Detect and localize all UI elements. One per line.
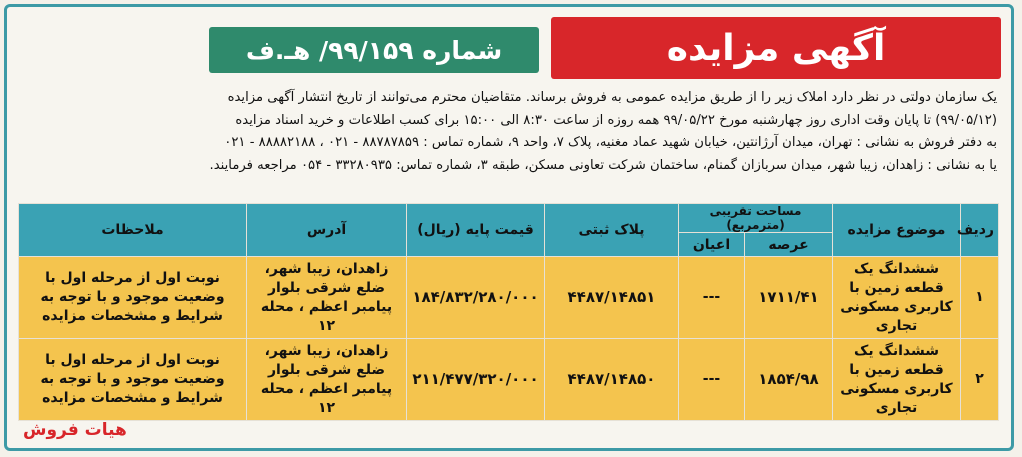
cell-subject: ششدانگ یک قطعه زمین با کاربری مسکونی تجاری — [833, 339, 961, 421]
advertisement-frame — [4, 4, 1014, 451]
header-land: عرصه — [745, 233, 833, 257]
intro-text — [21, 87, 997, 177]
cell-subject: ششدانگ یک قطعه زمین با کاربری مسکونی تجاری — [833, 257, 961, 339]
intro-line: به دفتر فروش به نشانی : تهران، میدان آرژانتین، خیابان شهید عماد مغنیه، پلاک ۷، واحد ۹، شماره تماس : ۸۸۷۸۷۸۵۹ - ۰۲۱ ، ۸۸۸۸۲۱۸۸ - ۰۲۱ — [224, 135, 997, 150]
cell-notes: نوبت اول از مرحله اول با وضعیت موجود و با توجه به شرایط و مشخصات مزایده — [19, 339, 247, 421]
cell-land-area: ۱۷۱۱/۴۱ — [745, 257, 833, 339]
ad-title: آگهی مزایده — [551, 17, 1001, 79]
cell-price: ۱۸۴/۸۳۲/۲۸۰/۰۰۰ — [407, 257, 545, 339]
table-row — [19, 339, 999, 421]
cell-address: زاهدان، زیبا شهر، ضلع شرقی بلوار پیامبر اعظم ، محله ۱۲ — [247, 257, 407, 339]
header-area-group: مساحت تقریبی (مترمربع) — [679, 204, 833, 233]
ad-header — [7, 13, 1011, 81]
cell-building-area: --- — [679, 339, 745, 421]
sales-committee-signature: هیات فروش — [23, 420, 127, 440]
cell-row-number: ۲ — [961, 339, 999, 421]
cell-row-number: ۱ — [961, 257, 999, 339]
cell-land-area: ۱۸۵۴/۹۸ — [745, 339, 833, 421]
ad-number: شماره ۹۹/۱۵۹/ هـ.ف — [209, 27, 539, 73]
intro-line: یک سازمان دولتی در نظر دارد املاک زیر را از طریق مزایده عمومی به فروش برساند. متقاضیان محترم می‌توانند از تاریخ انتشار آگهی مزایده — [227, 90, 997, 105]
cell-building-area: --- — [679, 257, 745, 339]
header-row-number: ردیف — [961, 204, 999, 257]
cell-price: ۲۱۱/۴۷۷/۳۲۰/۰۰۰ — [407, 339, 545, 421]
intro-line: یا به نشانی : زاهدان، زیبا شهر، میدان سربازان گمنام، ساختمان شرکت تعاونی مسکن، طبقه ۳، شماره تماس: ۳۳۲۸۰۹۳۵ - ۰۵۴ مراجعه فرمایند. — [209, 157, 997, 173]
header-subject: موضوع مزایده — [833, 204, 961, 257]
cell-address: زاهدان، زیبا شهر، ضلع شرقی بلوار پیامبر اعظم ، محله ۱۲ — [247, 339, 407, 421]
header-address: آدرس — [247, 204, 407, 257]
intro-line: (۹۹/۰۵/۱۲) تا پایان وقت اداری روز چهارشنبه مورخ ۹۹/۰۵/۲۲ همه روزه از ساعت ۸:۳۰ الی ۱۵:۰۰ برای کسب اطلاعات و خرید اسناد مزایده — [235, 112, 997, 128]
header-building: اعیان — [679, 233, 745, 257]
cell-plate: ۴۴۸۷/۱۴۸۵۱ — [545, 257, 679, 339]
header-plate: پلاک ثبتی — [545, 204, 679, 257]
cell-plate: ۴۴۸۷/۱۴۸۵۰ — [545, 339, 679, 421]
header-notes: ملاحظات — [19, 204, 247, 257]
header-price: قیمت پایه (ریال) — [407, 204, 545, 257]
table-row — [19, 257, 999, 339]
cell-notes: نوبت اول از مرحله اول با وضعیت موجود و با توجه به شرایط و مشخصات مزایده — [19, 257, 247, 339]
auction-table — [18, 203, 999, 421]
